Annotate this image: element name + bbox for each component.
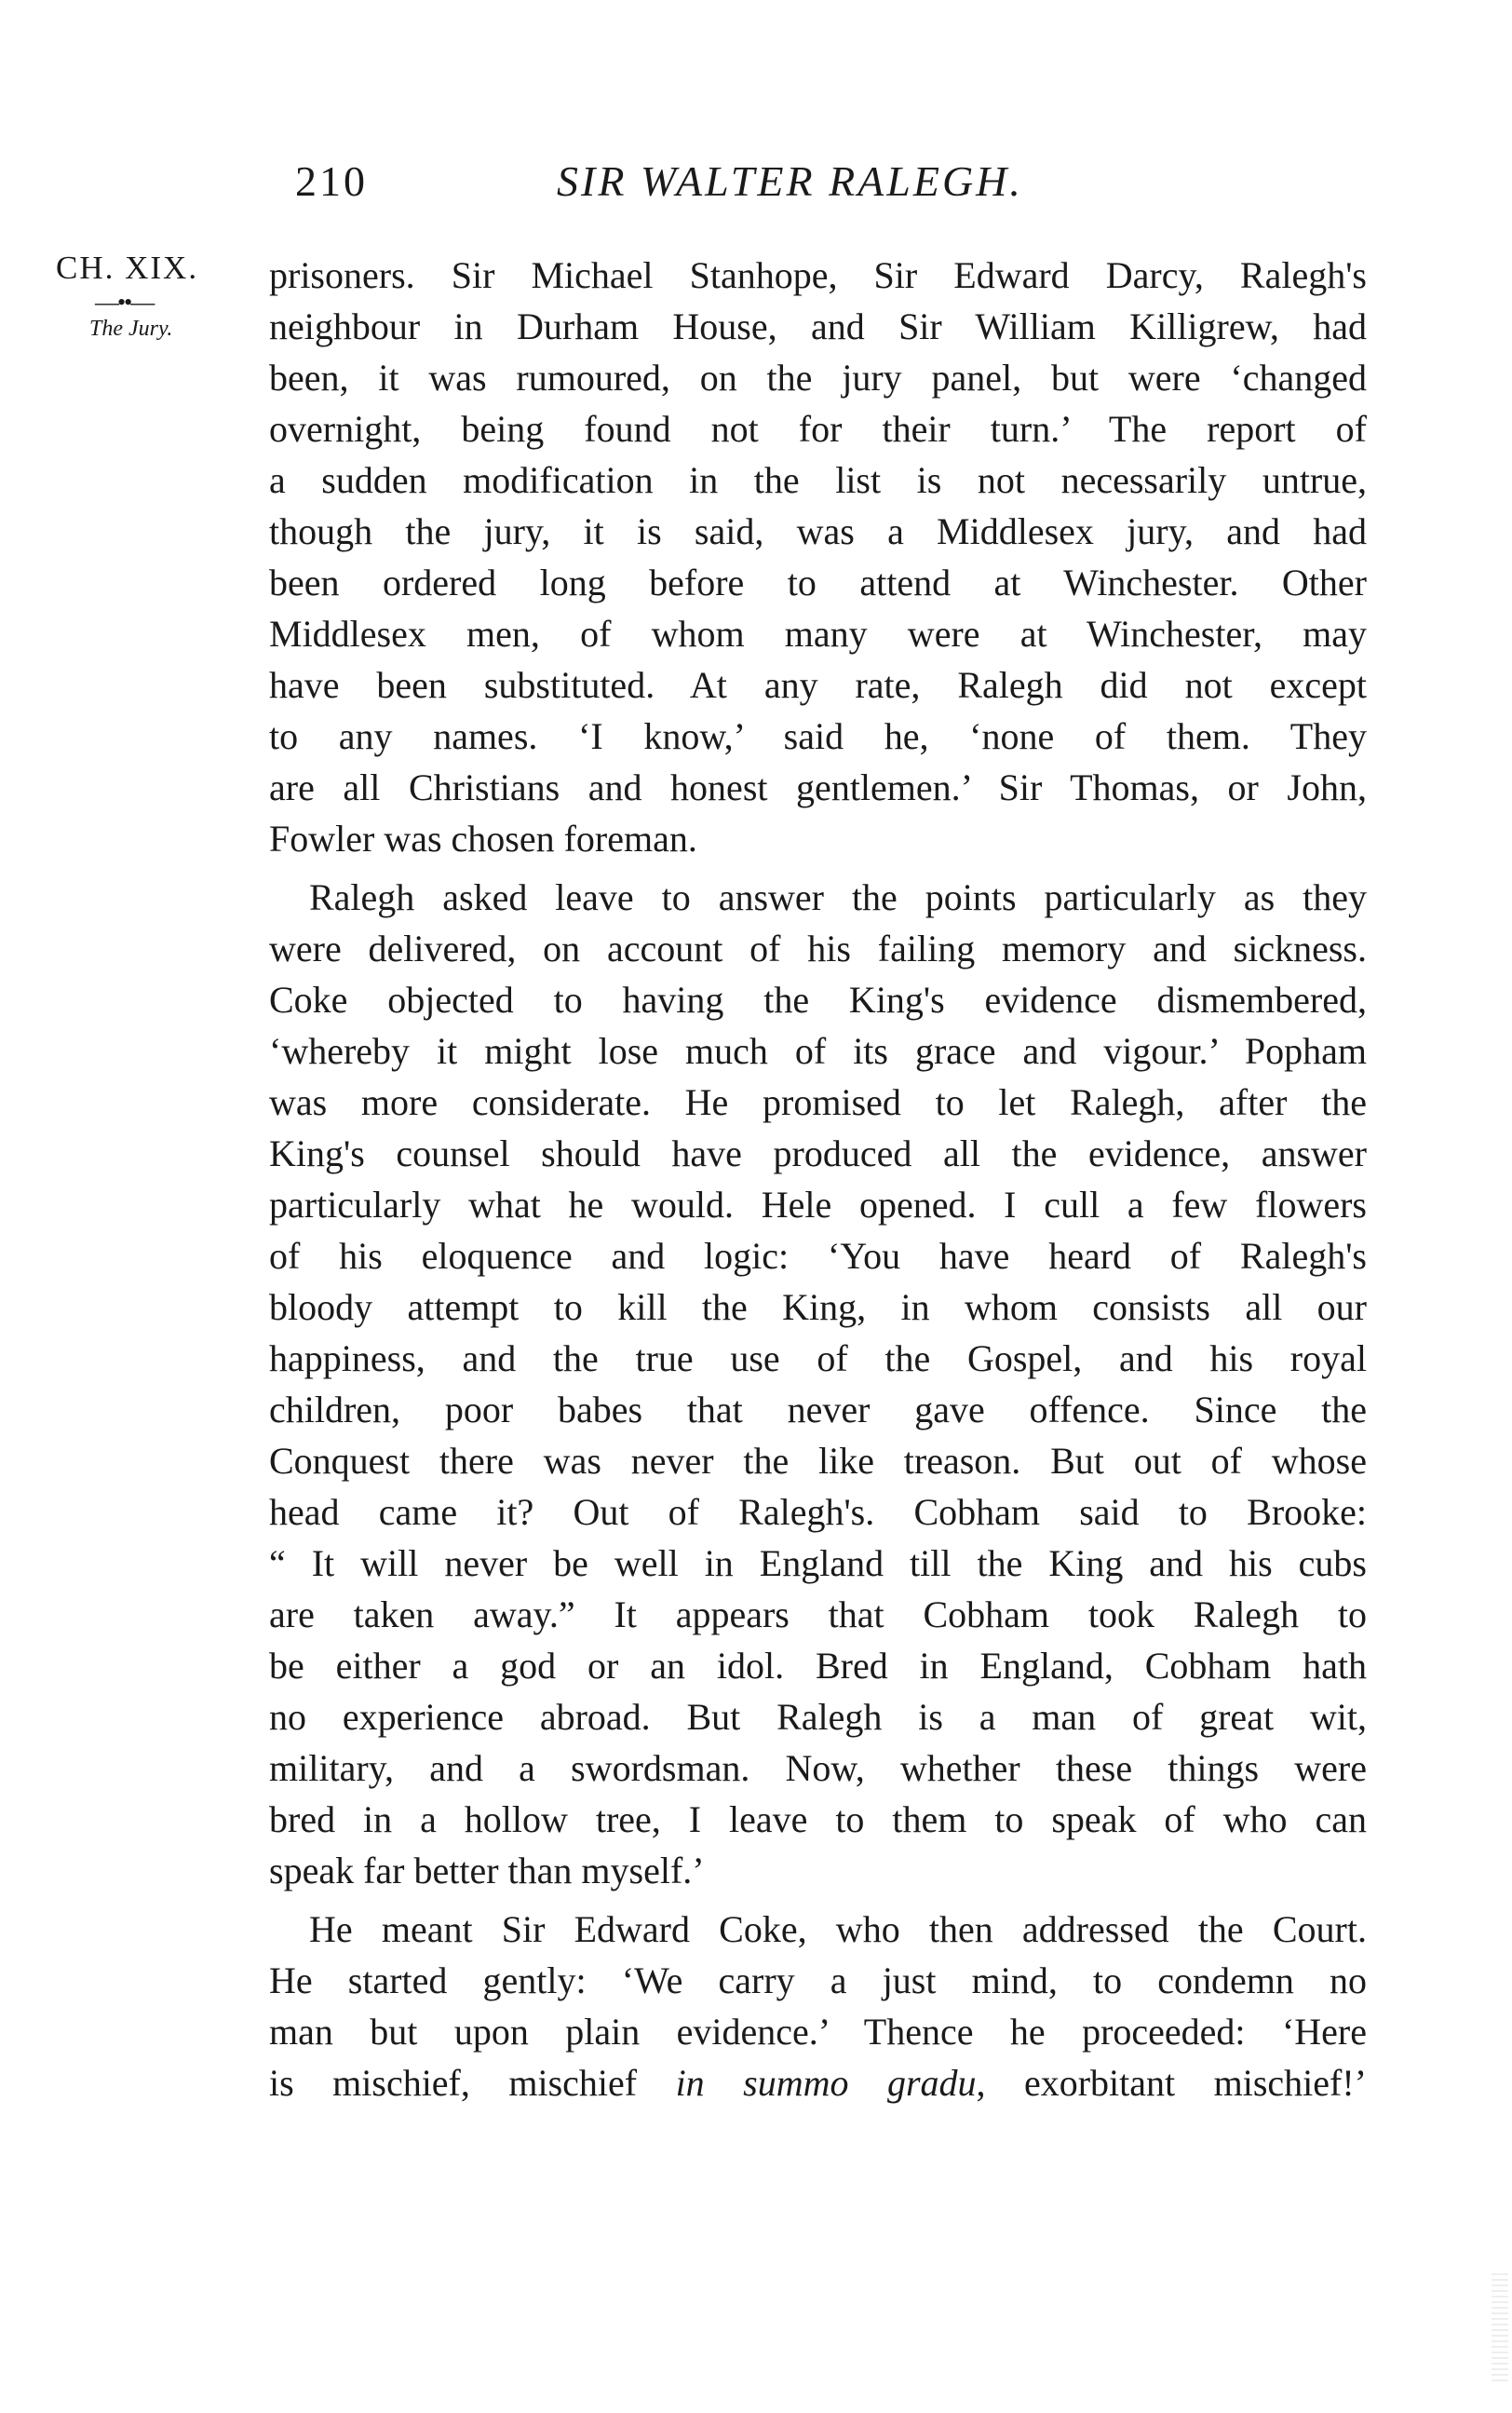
text-line: of his eloquence and logic: ‘You have heard of Ralegh's [269,1235,1367,1277]
page-number: 210 [295,157,368,205]
paragraph [269,872,1367,1896]
running-title: SIR WALTER RALEGH. [557,157,1023,205]
text-line: no experience abroad. But Ralegh is a man of great wit, [269,1696,1367,1738]
text-line: to any names. ‘I know,’ said he, ‘none of them. They [269,715,1367,757]
paragraph [269,250,1367,864]
chapter-label: CH. XIX. [56,250,199,286]
text-line: military, and a swordsman. Now, whether these things were [269,1747,1367,1789]
margin-notes [56,250,242,342]
text-line: have been substituted. At any rate, Ralegh did not except [269,664,1367,706]
text-line: Ralegh asked leave to answer the points particularly as they [309,876,1367,918]
paragraph [269,1904,1367,2108]
text-line: ‘whereby it might lose much of its grace and vigour.’ Popham [269,1030,1367,1072]
text-line: neighbour in Durham House, and Sir William Killigrew, had [269,305,1367,347]
text-line: man but upon plain evidence.’ Thence he proceeded: ‘Here [269,2011,1367,2053]
text-segment: , exorbitant mischief!’ [976,2062,1367,2104]
text-line: were delivered, on account of his failing memory and sickness. [269,928,1367,969]
text-line: a sudden modification in the list is not necessarily untrue, [269,459,1367,501]
ornament-rule: —••— [95,289,154,316]
latin-phrase: in summo gradu [675,2062,977,2104]
text-line: speak far better than myself.’ [269,1850,705,1891]
text-line: Middlesex men, of whom many were at Winchester, may [269,613,1367,655]
text-line: He meant Sir Edward Coke, who then addressed the Court. [309,1908,1367,1950]
text-line: Conquest there was never the like treason. But out of whose [269,1440,1367,1482]
text-line: overnight, being found not for their turn.’ The report of [269,408,1367,450]
body-text [269,250,1367,2108]
text-line: been ordered long before to attend at Winchester. Other [269,562,1367,603]
side-note: The Jury. [89,317,173,341]
text-line: are all Christians and honest gentlemen.’ Sir Thomas, or John, [269,766,1367,808]
text-line: prisoners. Sir Michael Stanhope, Sir Edward Darcy, Ralegh's [269,254,1367,296]
page-header [0,156,1512,222]
text-line [269,2057,1367,2108]
text-line: “ It will never be well in England till the King and his cubs [269,1542,1367,1584]
text-segment: is mischief, mischief [269,2062,676,2104]
text-line: though the jury, it is said, was a Middlesex jury, and had [269,510,1367,552]
text-line: particularly what he would. Hele opened. I cull a few flowers [269,1184,1367,1226]
text-line: He started gently: ‘We carry a just mind, to condemn no [269,1959,1367,2001]
text-line: bred in a hollow tree, I leave to them to speak of who can [269,1798,1367,1840]
text-line: head came it? Out of Ralegh's. Cobham said to Brooke: [269,1491,1367,1533]
text-line: King's counsel should have produced all the evidence, answer [269,1132,1367,1174]
text-line: are taken away.” It appears that Cobham took Ralegh to [269,1593,1367,1635]
text-line: be either a god or an idol. Bred in England, Cobham hath [269,1645,1367,1687]
paper-edge-speckle [1492,2273,1508,2385]
text-line: bloody attempt to kill the King, in whom consists all our [269,1286,1367,1328]
text-line: was more considerate. He promised to let Ralegh, after the [269,1081,1367,1123]
text-line: Fowler was chosen foreman. [269,818,697,860]
text-line: Coke objected to having the King's evidence dismembered, [269,979,1367,1021]
text-line: happiness, and the true use of the Gospel, and his royal [269,1337,1367,1379]
text-line: been, it was rumoured, on the jury panel, but were ‘changed [269,357,1367,399]
text-line: children, poor babes that never gave offence. Since the [269,1389,1367,1430]
